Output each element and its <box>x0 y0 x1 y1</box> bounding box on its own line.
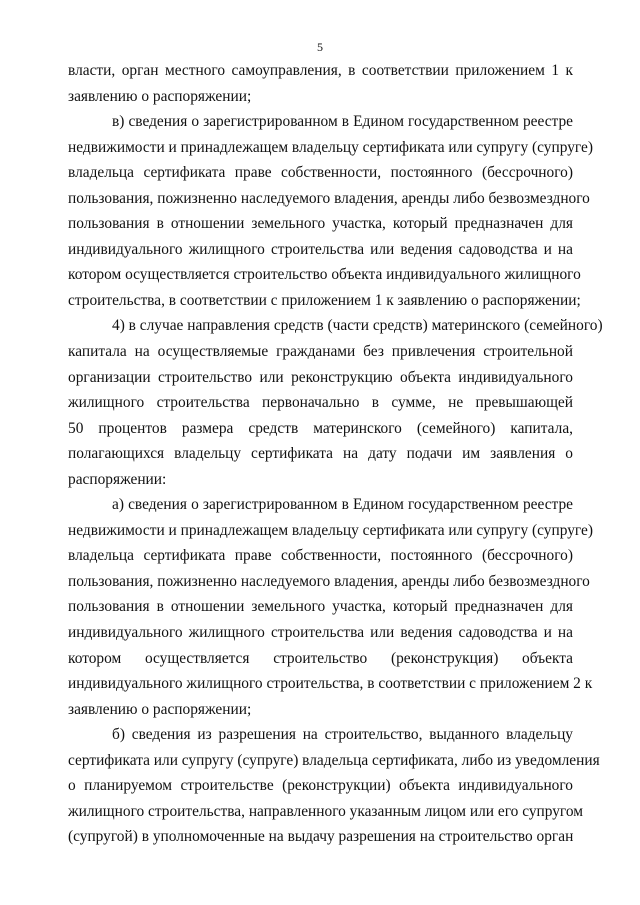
text-line: в) сведения о зарегистрированном в Едином государственном реестре <box>112 113 573 131</box>
text-line: пользования, пожизненно наследуемого владения, аренды либо безвозмездного <box>68 189 590 207</box>
text-line: котором осуществляется строительство объекта индивидуального жилищного <box>68 266 581 284</box>
text-line: пользования в отношении земельного участка, который предназначен для <box>68 598 573 616</box>
text-line: строительства, в соответствии с приложением 1 к заявлению о распоряжении; <box>68 291 581 309</box>
text-line: заявлению о распоряжении; <box>68 700 252 718</box>
text-line: 50 процентов размера средств материнского (семейного) капитала, <box>68 419 573 437</box>
text-line: индивидуального жилищного строительства, в соответствии с приложением 2 к <box>68 675 593 693</box>
text-line: 4) в случае направления средств (части средств) материнского (семейного) <box>112 317 603 335</box>
text-line: заявлению о распоряжении; <box>68 87 252 105</box>
text-line: котором осуществляется строительство (реконструкция) объекта <box>68 649 573 667</box>
paragraph <box>68 313 603 492</box>
paragraph <box>68 109 593 313</box>
text-line: владельца сертификата праве собственности, постоянного (бессрочного) <box>68 547 573 565</box>
text-line: сертификата или супругу (супруге) владельца сертификата, либо из уведомления <box>68 751 600 769</box>
paragraph <box>68 58 573 109</box>
text-line: индивидуального жилищного строительства или ведения садоводства и на <box>68 624 573 642</box>
text-line: (супругой) в уполномоченные на выдачу разрешения на строительство орган <box>68 828 574 846</box>
text-line: а) сведения о зарегистрированном в Едином государственном реестре <box>112 496 573 514</box>
text-line: капитала на осуществляемые гражданами без привлечения строительной <box>68 343 573 361</box>
text-line: организации строительство или реконструкцию объекта индивидуального <box>68 368 573 386</box>
text-line: жилищного строительства первоначально в сумме, не превышающей <box>68 394 573 412</box>
text-line: власти, орган местного самоуправления, в соответствии приложением 1 к <box>68 62 573 79</box>
text-line: пользования, пожизненно наследуемого владения, аренды либо безвозмездного <box>68 572 590 590</box>
text-line: пользования в отношении земельного участка, который предназначен для <box>68 215 573 233</box>
text-line: жилищного строительства, направленного указанным лицом или его супругом <box>68 802 584 820</box>
text-line: недвижимости и принадлежащем владельцу сертификата или супругу (супруге) <box>68 138 593 156</box>
paragraph <box>68 722 600 850</box>
document-body <box>68 58 603 850</box>
text-line: б) сведения из разрешения на строительство, выданного владельцу <box>112 726 573 744</box>
text-line: недвижимости и принадлежащем владельцу сертификата или супругу (супруге) <box>68 521 593 539</box>
text-line: владельца сертификата праве собственности, постоянного (бессрочного) <box>68 164 573 182</box>
text-line: о планируемом строительстве (реконструкции) объекта индивидуального <box>68 777 573 795</box>
paragraph <box>68 492 593 722</box>
text-line: полагающихся владельцу сертификата на дату подачи им заявления о <box>68 445 573 463</box>
text-line: индивидуального жилищного строительства или ведения садоводства и на <box>68 240 573 258</box>
page-number: 5 <box>317 40 323 54</box>
text-line: распоряжении: <box>68 470 167 488</box>
